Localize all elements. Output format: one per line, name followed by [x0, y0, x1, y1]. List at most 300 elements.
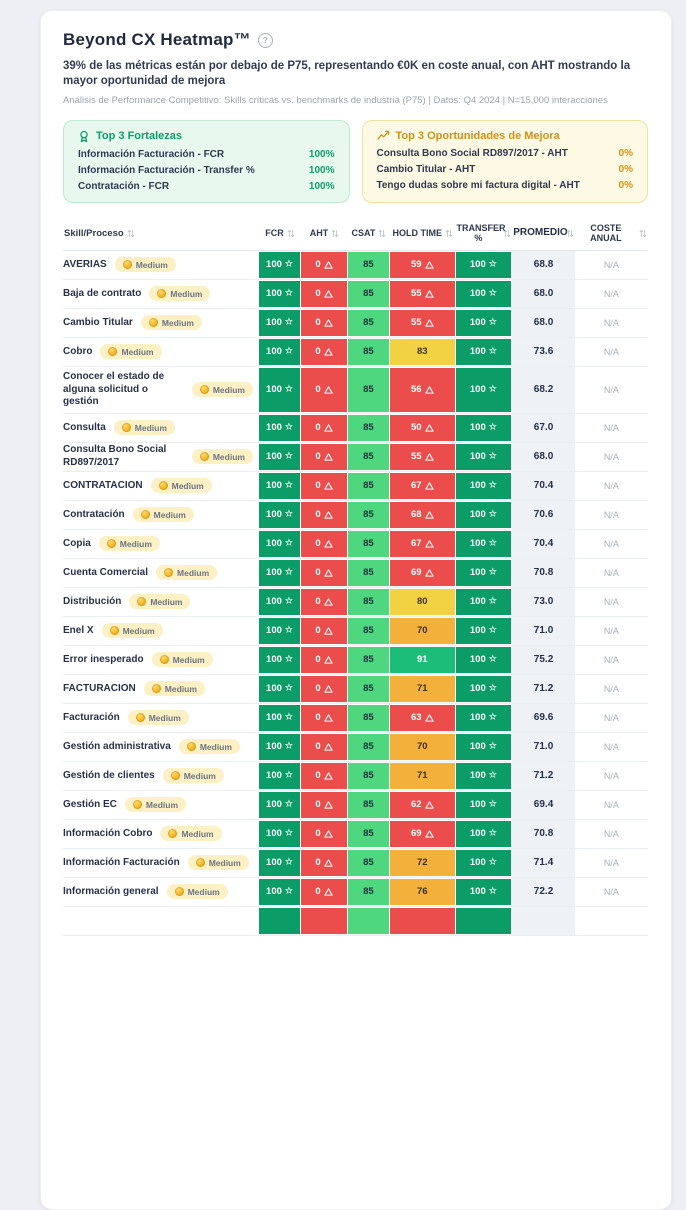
- csat-value: 85: [363, 596, 374, 608]
- coste-anual-value: N/A: [603, 654, 619, 665]
- promedio-cell: [512, 878, 575, 906]
- fcr-cell: [259, 762, 301, 790]
- help-icon[interactable]: ?: [258, 33, 273, 48]
- warning-icon: [324, 743, 333, 751]
- strengths-card: [63, 120, 350, 203]
- sort-icon[interactable]: [639, 229, 647, 238]
- warning-icon: [324, 627, 333, 635]
- skill-name: CONTRATACION: [63, 479, 143, 491]
- hold-time-cell: [390, 367, 456, 413]
- priority-badge-label: Medium: [119, 538, 152, 549]
- priority-badge-label: Medium: [135, 259, 168, 270]
- aht-cell: [301, 588, 348, 616]
- transfer-value: 100: [469, 384, 486, 396]
- fcr-cell: [259, 338, 301, 366]
- skill-name: Conocer el estado de alguna solicitud o gestión: [63, 371, 165, 408]
- sort-icon[interactable]: [503, 229, 511, 238]
- transfer-cell: [456, 646, 513, 674]
- hold-time-value: 91: [416, 654, 428, 666]
- hold-time-value: 76: [416, 886, 428, 898]
- table-row: [63, 617, 648, 646]
- fcr-cell: [259, 280, 301, 308]
- hold-time-value: 70: [416, 625, 428, 637]
- star-icon: ☆: [488, 566, 497, 577]
- fcr-cell: [259, 704, 301, 732]
- priority-badge: [115, 257, 176, 272]
- warning-icon: [425, 261, 434, 269]
- aht-cell: [301, 762, 348, 790]
- promedio-cell: [512, 820, 575, 848]
- skill-cell: [63, 733, 259, 761]
- warning-icon: [324, 511, 333, 519]
- aht-cell: [301, 309, 348, 337]
- coste-anual-cell: [575, 762, 648, 790]
- aht-value: 0: [315, 828, 321, 840]
- fcr-value: 100: [266, 799, 282, 811]
- warning-icon: [324, 540, 333, 548]
- skill-name: AVERIAS: [63, 258, 107, 270]
- table-header: [63, 217, 648, 251]
- star-icon: ☆: [488, 740, 497, 751]
- coste-anual-value: N/A: [603, 384, 619, 395]
- strength-value: 100%: [308, 149, 335, 161]
- coste-anual-value: N/A: [603, 509, 619, 520]
- star-icon: ☆: [488, 537, 497, 548]
- medal-icon: [157, 289, 166, 298]
- transfer-cell: [456, 443, 513, 471]
- hold-time-cell: [390, 617, 456, 645]
- hold-time-cell: [390, 762, 456, 790]
- table-row: [63, 338, 648, 367]
- fcr-cell: [259, 907, 301, 935]
- fcr-value: 100: [266, 509, 282, 521]
- hold-time-value: 59: [410, 259, 422, 271]
- hold-time-cell: [390, 443, 456, 471]
- hold-time-cell: [390, 414, 456, 442]
- coste-anual-cell: [575, 472, 648, 500]
- transfer-value: 100: [469, 654, 486, 666]
- priority-badge-label: Medium: [153, 509, 186, 520]
- warning-icon: [425, 801, 434, 809]
- star-icon: ☆: [284, 711, 293, 722]
- summary-cards: [63, 120, 648, 203]
- coste-anual-value: N/A: [603, 596, 619, 607]
- promedio-value: 70.8: [533, 567, 554, 579]
- transfer-cell: [456, 907, 513, 935]
- promedio-cell: [512, 907, 575, 935]
- star-icon: ☆: [284, 345, 293, 356]
- star-icon: ☆: [488, 383, 497, 394]
- strength-value: 100%: [308, 181, 335, 193]
- skill-cell: [63, 443, 259, 471]
- aht-cell: [301, 338, 348, 366]
- fcr-value: 100: [266, 288, 282, 300]
- coste-anual-value: N/A: [603, 480, 619, 491]
- aht-cell: [301, 443, 348, 471]
- warning-icon: [425, 424, 434, 432]
- fcr-value: 100: [266, 384, 282, 396]
- skill-name: Enel X: [63, 624, 94, 636]
- transfer-value: 100: [469, 288, 486, 300]
- medal-icon: [196, 858, 205, 867]
- aht-value: 0: [315, 654, 321, 666]
- skill-name: Información Cobro: [63, 827, 153, 839]
- aht-cell: [301, 820, 348, 848]
- medal-icon: [123, 260, 132, 269]
- csat-cell: [348, 559, 390, 587]
- csat-cell: [348, 617, 390, 645]
- table-row: [63, 791, 648, 820]
- skill-name: Copia: [63, 537, 91, 549]
- table-row: [63, 675, 648, 704]
- skill-name: FACTURACION: [63, 682, 136, 694]
- csat-value: 85: [363, 857, 374, 869]
- coste-anual-cell: [575, 820, 648, 848]
- csat-value: 85: [363, 288, 374, 300]
- coste-anual-cell: [575, 878, 648, 906]
- star-icon: ☆: [488, 711, 497, 722]
- strength-value: 100%: [308, 165, 335, 177]
- medal-icon: [200, 452, 209, 461]
- transfer-value: 100: [469, 538, 486, 550]
- medal-icon: [171, 771, 180, 780]
- promedio-cell: [512, 280, 575, 308]
- skill-cell: [63, 414, 259, 442]
- medal-icon: [160, 655, 169, 664]
- skill-cell: [63, 588, 259, 616]
- opportunity-label: Tengo dudas sobre mi factura digital - AHT: [376, 180, 580, 192]
- promedio-cell: [512, 501, 575, 529]
- aht-value: 0: [315, 422, 321, 434]
- aht-cell: [301, 907, 348, 935]
- fcr-value: 100: [266, 567, 282, 579]
- hold-time-value: 50: [410, 422, 422, 434]
- table-row: [63, 878, 648, 907]
- star-icon: ☆: [284, 566, 293, 577]
- warning-icon: [324, 290, 333, 298]
- transfer-value: 100: [469, 509, 486, 521]
- star-icon: ☆: [284, 769, 293, 780]
- coste-anual-cell: [575, 704, 648, 732]
- column-header-skill[interactable]: Skill/Proceso: [63, 217, 259, 250]
- aht-value: 0: [315, 259, 321, 271]
- transfer-value: 100: [469, 886, 486, 898]
- csat-cell: [348, 646, 390, 674]
- strength-item: [78, 147, 335, 163]
- fcr-cell: [259, 530, 301, 558]
- strengths-card-title: Top 3 Fortalezas: [96, 130, 182, 143]
- transfer-cell: [456, 878, 513, 906]
- column-header-coste[interactable]: COSTE ANUAL: [575, 217, 648, 250]
- coste-anual-cell: [575, 675, 648, 703]
- skill-name: Baja de contrato: [63, 287, 142, 299]
- csat-cell: [348, 414, 390, 442]
- promedio-value: 69.4: [533, 799, 554, 811]
- column-header-promedio[interactable]: PROMEDIO: [512, 217, 575, 250]
- hold-time-value: 63: [410, 712, 422, 724]
- aht-value: 0: [315, 567, 321, 579]
- warning-icon: [324, 598, 333, 606]
- promedio-value: 75.2: [533, 654, 554, 666]
- warning-icon: [324, 261, 333, 269]
- csat-cell: [348, 762, 390, 790]
- column-header-fcr[interactable]: FCR: [259, 217, 301, 250]
- hold-time-cell: [390, 309, 456, 337]
- promedio-cell: [512, 559, 575, 587]
- priority-badge: [192, 382, 253, 397]
- sort-icon[interactable]: [378, 229, 386, 238]
- star-icon: ☆: [488, 798, 497, 809]
- aht-cell: [301, 849, 348, 877]
- strength-item: [78, 179, 335, 195]
- priority-badge-label: Medium: [181, 828, 214, 839]
- star-icon: ☆: [284, 258, 293, 269]
- transfer-cell: [456, 704, 513, 732]
- medal-icon: [122, 423, 131, 432]
- aht-cell: [301, 280, 348, 308]
- star-icon: ☆: [488, 682, 497, 693]
- csat-cell: [348, 309, 390, 337]
- priority-badge: [156, 565, 217, 580]
- warning-icon: [324, 482, 333, 490]
- skill-cell: [63, 367, 259, 413]
- hold-time-value: 55: [410, 451, 422, 463]
- priority-badge-label: Medium: [134, 422, 167, 433]
- sort-icon[interactable]: [445, 229, 453, 238]
- aht-value: 0: [315, 741, 321, 753]
- warning-icon: [324, 772, 333, 780]
- opportunity-value: 0%: [618, 148, 633, 160]
- transfer-cell: [456, 849, 513, 877]
- table-row: [63, 309, 648, 338]
- hold-time-value: 67: [410, 480, 422, 492]
- priority-badge: [167, 884, 228, 899]
- star-icon: ☆: [284, 798, 293, 809]
- promedio-value: 70.4: [533, 538, 554, 550]
- fcr-cell: [259, 849, 301, 877]
- table-row: [63, 559, 648, 588]
- coste-anual-cell: [575, 588, 648, 616]
- table-row: [63, 849, 648, 878]
- priority-badge: [149, 286, 210, 301]
- promedio-cell: [512, 849, 575, 877]
- promedio-value: 71.2: [533, 770, 554, 782]
- fcr-cell: [259, 251, 301, 279]
- medal-icon: [108, 347, 117, 356]
- priority-badge: [102, 623, 163, 638]
- skill-name: Gestión de clientes: [63, 769, 155, 781]
- column-header-aht[interactable]: AHT: [301, 217, 348, 250]
- priority-badge: [188, 855, 249, 870]
- star-icon: ☆: [488, 258, 497, 269]
- hold-time-value: 62: [410, 799, 422, 811]
- transfer-cell: [456, 617, 513, 645]
- csat-value: 85: [363, 828, 374, 840]
- csat-cell: [348, 338, 390, 366]
- strength-label: Información Facturación - FCR: [78, 149, 225, 161]
- promedio-cell: [512, 309, 575, 337]
- fcr-cell: [259, 559, 301, 587]
- priority-badge: [144, 681, 205, 696]
- fcr-cell: [259, 472, 301, 500]
- table-row: [63, 443, 648, 472]
- csat-cell: [348, 820, 390, 848]
- aht-value: 0: [315, 317, 321, 329]
- medal-icon: [152, 684, 161, 693]
- priority-badge: [151, 478, 212, 493]
- promedio-cell: [512, 472, 575, 500]
- priority-badge-label: Medium: [122, 625, 155, 636]
- transfer-value: 100: [469, 857, 486, 869]
- skill-cell: [63, 472, 259, 500]
- star-icon: ☆: [284, 537, 293, 548]
- priority-badge-label: Medium: [172, 654, 205, 665]
- promedio-cell: [512, 588, 575, 616]
- sort-icon[interactable]: [566, 229, 574, 238]
- hold-time-cell: [390, 280, 456, 308]
- column-header-transfer[interactable]: TRANSFER %: [456, 217, 513, 250]
- aht-value: 0: [315, 346, 321, 358]
- opportunity-item: [377, 146, 634, 162]
- priority-badge-label: Medium: [183, 770, 216, 781]
- fcr-value: 100: [266, 480, 282, 492]
- medal-icon: [107, 539, 116, 548]
- warning-icon: [425, 482, 434, 490]
- sort-icon[interactable]: [331, 229, 339, 238]
- star-icon: ☆: [488, 827, 497, 838]
- fcr-cell: [259, 588, 301, 616]
- skill-name: Cobro: [63, 345, 93, 357]
- aht-value: 0: [315, 480, 321, 492]
- sort-icon[interactable]: [287, 229, 295, 238]
- hold-time-cell: [390, 251, 456, 279]
- promedio-cell: [512, 414, 575, 442]
- warning-icon: [324, 830, 333, 838]
- priority-badge: [163, 768, 224, 783]
- priority-badge: [133, 507, 194, 522]
- aht-cell: [301, 472, 348, 500]
- hold-time-cell: [390, 849, 456, 877]
- warning-icon: [324, 714, 333, 722]
- transfer-value: 100: [469, 346, 486, 358]
- priority-badge-label: Medium: [164, 683, 197, 694]
- fcr-value: 100: [266, 625, 282, 637]
- transfer-value: 100: [469, 799, 486, 811]
- sort-icon[interactable]: [127, 229, 135, 238]
- promedio-value: 70.8: [533, 828, 554, 840]
- skill-cell: [63, 501, 259, 529]
- star-icon: ☆: [284, 421, 293, 432]
- coste-anual-value: N/A: [603, 741, 619, 752]
- warning-icon: [324, 685, 333, 693]
- hold-time-cell: [390, 704, 456, 732]
- coste-anual-value: N/A: [603, 422, 619, 433]
- star-icon: ☆: [488, 653, 497, 664]
- transfer-value: 100: [469, 451, 486, 463]
- column-header-hold-time[interactable]: HOLD TIME: [390, 217, 456, 250]
- table-row: [63, 733, 648, 762]
- table-row: [63, 762, 648, 791]
- promedio-value: 68.0: [533, 317, 554, 329]
- csat-cell: [348, 878, 390, 906]
- medal-icon: [159, 481, 168, 490]
- fcr-cell: [259, 501, 301, 529]
- strengths-card-header: [78, 130, 335, 143]
- csat-value: 85: [363, 654, 374, 666]
- priority-badge: [160, 826, 221, 841]
- csat-value: 85: [363, 259, 374, 271]
- priority-badge: [128, 710, 189, 725]
- skill-name: Información general: [63, 885, 159, 897]
- skill-name: Error inesperado: [63, 653, 144, 665]
- aht-value: 0: [315, 799, 321, 811]
- fcr-value: 100: [266, 741, 282, 753]
- coste-anual-value: N/A: [603, 288, 619, 299]
- fcr-value: 100: [266, 886, 282, 898]
- priority-badge: [114, 420, 175, 435]
- opportunity-label: Consulta Bono Social RD897/2017 - AHT: [376, 148, 568, 160]
- warning-icon: [324, 348, 333, 356]
- transfer-cell: [456, 472, 513, 500]
- transfer-value: 100: [469, 596, 486, 608]
- fcr-value: 100: [266, 596, 282, 608]
- aht-value: 0: [315, 683, 321, 695]
- hold-time-value: 69: [410, 567, 422, 579]
- coste-anual-cell: [575, 367, 648, 413]
- csat-value: 85: [363, 741, 374, 753]
- warning-icon: [324, 569, 333, 577]
- skill-cell: [63, 878, 259, 906]
- skill-name: Consulta Bono Social RD897/2017: [63, 444, 167, 468]
- coste-anual-cell: [575, 907, 648, 935]
- opportunity-item: [377, 178, 634, 194]
- csat-cell: [348, 367, 390, 413]
- strength-label: Información Facturación - Transfer %: [78, 165, 255, 177]
- transfer-value: 100: [469, 480, 486, 492]
- aht-cell: [301, 617, 348, 645]
- csat-value: 85: [363, 480, 374, 492]
- star-icon: ☆: [284, 885, 293, 896]
- insight-summary: 39% de las métricas están por debajo de P75, representando €0K en coste anual, con AHT mostrando la mayor oportunidad de mejora: [63, 60, 631, 87]
- coste-anual-cell: [575, 414, 648, 442]
- priority-badge-label: Medium: [145, 799, 179, 810]
- warning-icon: [324, 319, 333, 327]
- promedio-cell: [512, 338, 575, 366]
- star-icon: ☆: [284, 287, 293, 298]
- coste-anual-value: N/A: [603, 683, 619, 694]
- promedio-cell: [512, 617, 575, 645]
- skill-name: Distribución: [63, 595, 122, 607]
- table-row: [63, 367, 648, 414]
- hold-time-value: 55: [410, 317, 422, 329]
- priority-badge-label: Medium: [150, 596, 183, 607]
- hold-time-value: 71: [416, 683, 428, 695]
- aht-value: 0: [315, 451, 321, 463]
- csat-cell: [348, 791, 390, 819]
- aht-value: 0: [315, 509, 321, 521]
- coste-anual-cell: [575, 791, 648, 819]
- coste-anual-value: N/A: [603, 346, 619, 357]
- column-header-csat[interactable]: CSAT: [348, 217, 390, 250]
- transfer-cell: [456, 588, 513, 616]
- opportunities-card-header: [377, 130, 634, 142]
- csat-value: 85: [363, 770, 374, 782]
- transfer-cell: [456, 733, 513, 761]
- coste-anual-cell: [575, 559, 648, 587]
- skill-name: Facturación: [63, 711, 120, 723]
- transfer-cell: [456, 762, 513, 790]
- aht-cell: [301, 530, 348, 558]
